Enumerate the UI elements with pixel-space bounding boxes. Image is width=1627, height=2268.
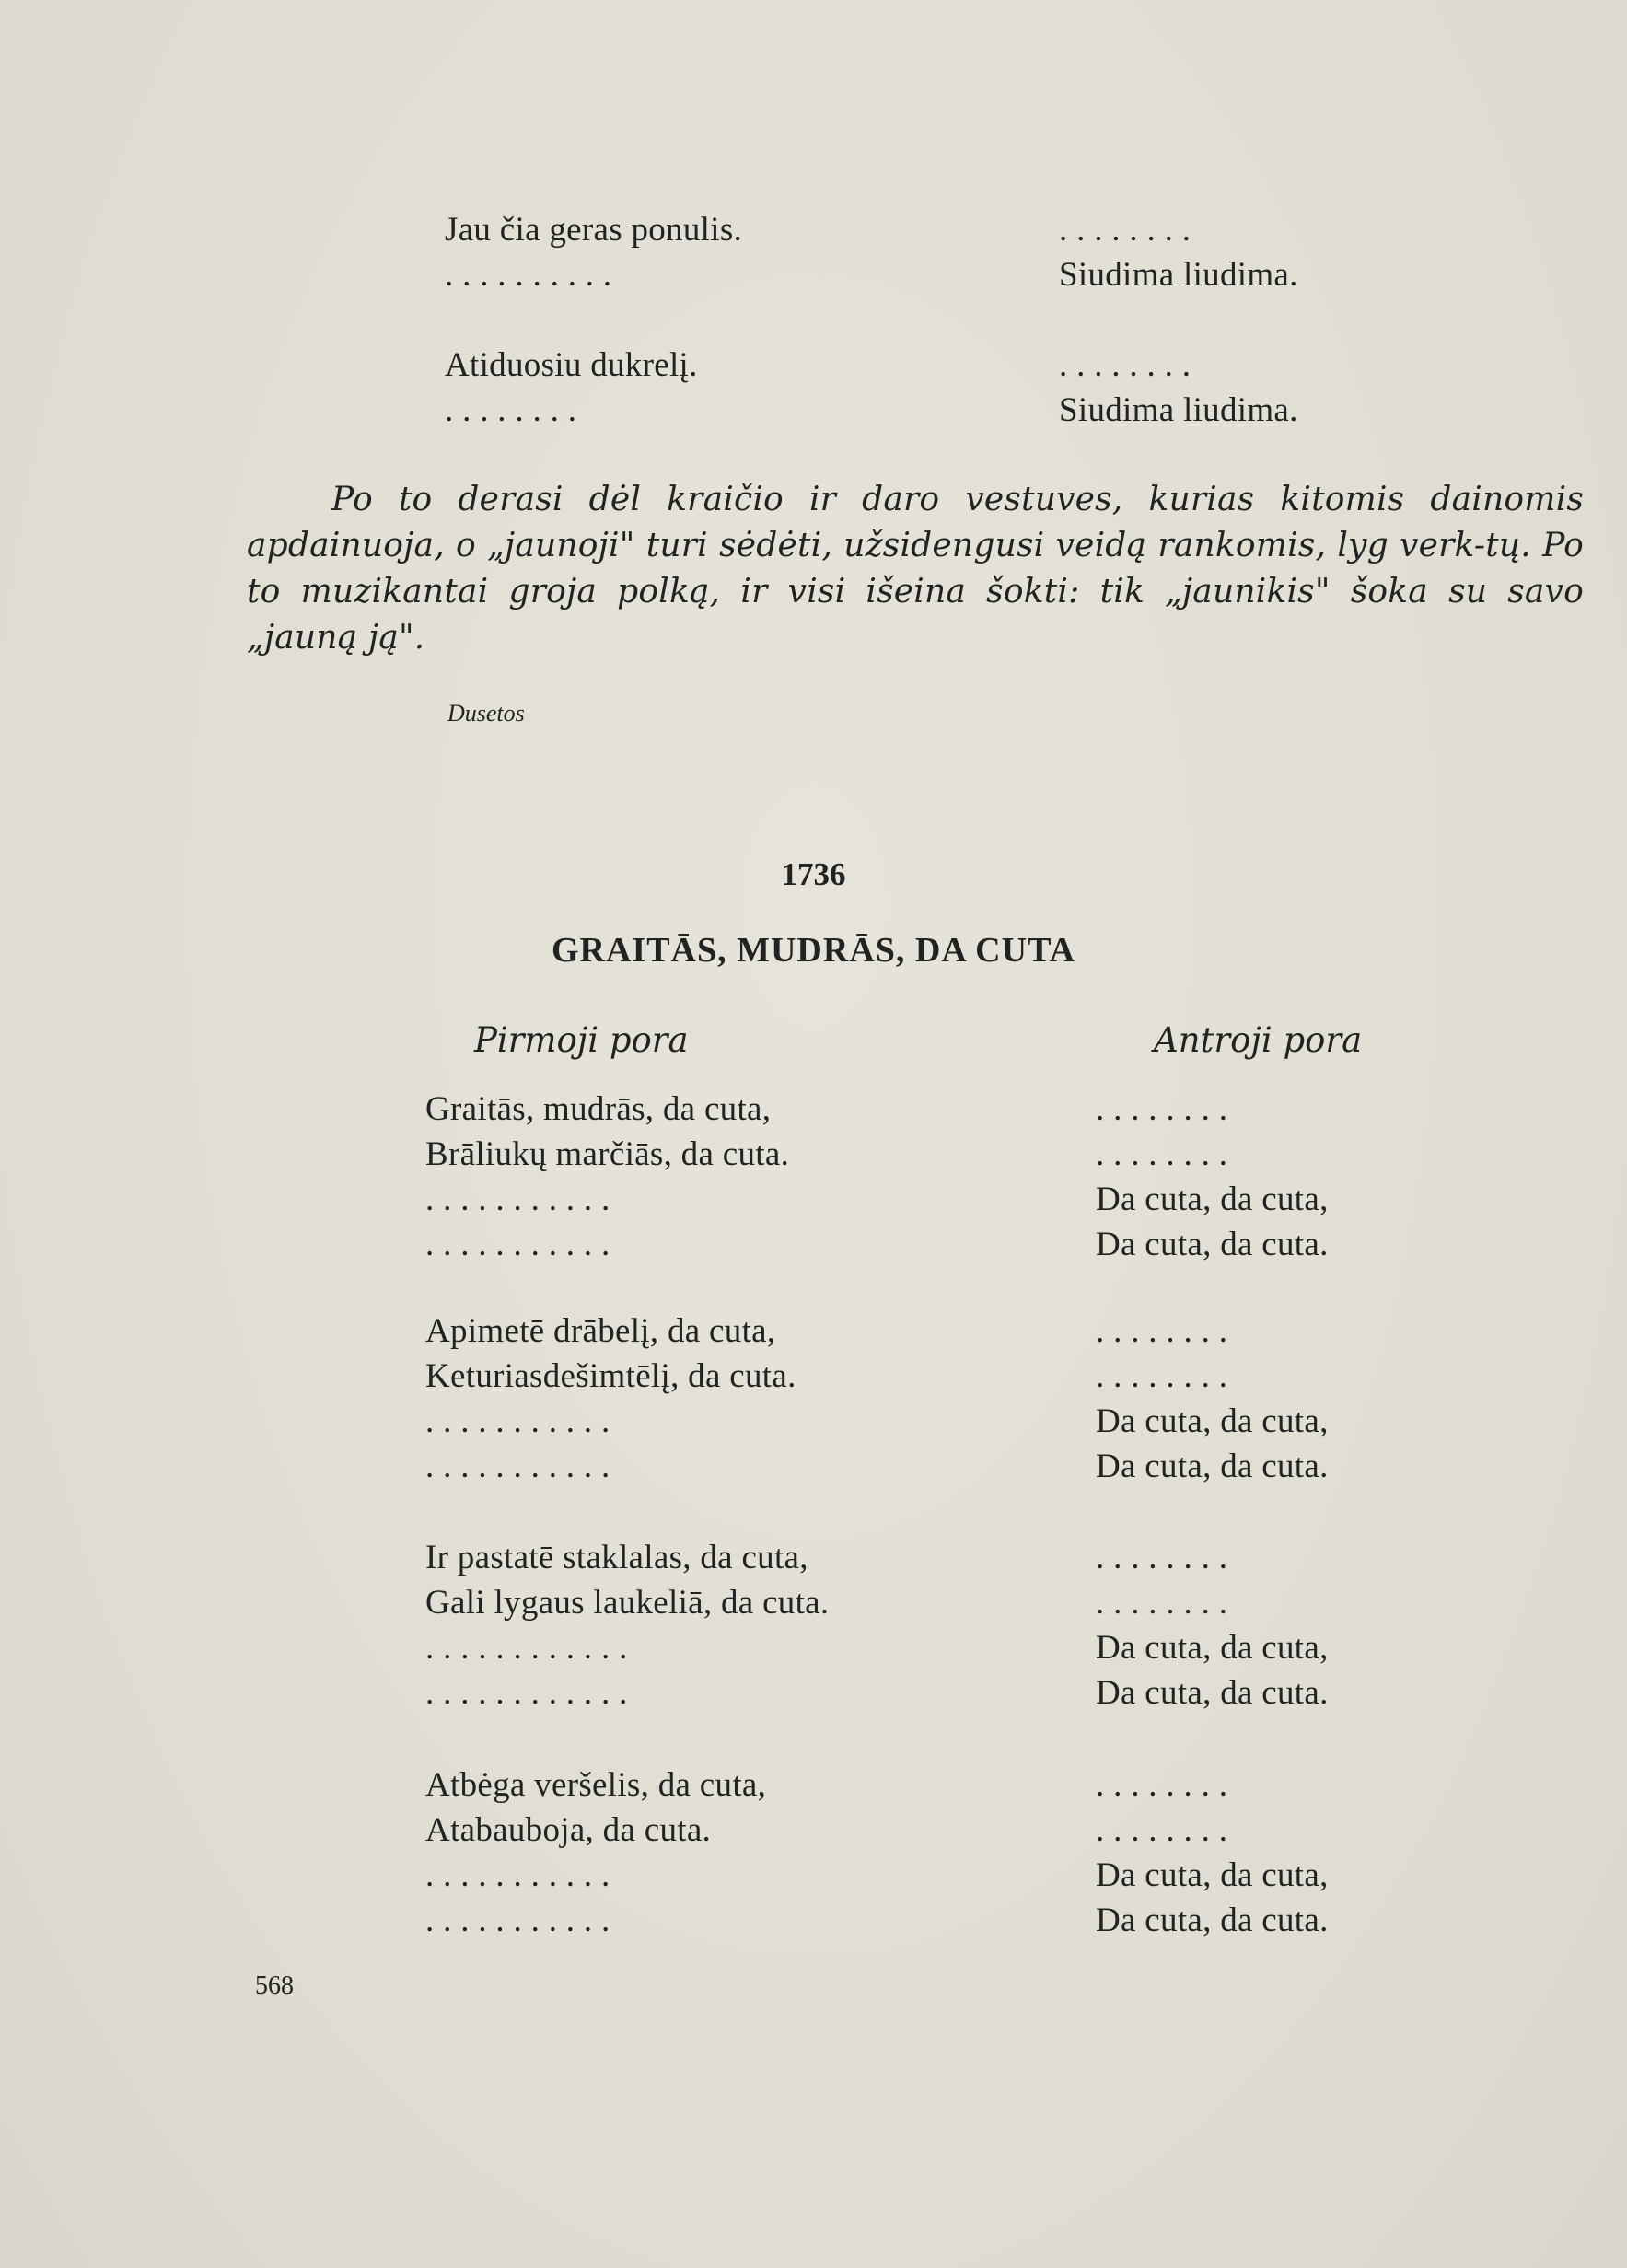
song-line-left: . . . . . . . . . . . [425,1226,610,1263]
song-line-left: Gali lygaus laukeliā, da cuta. [425,1584,830,1622]
song-line-left: . . . . . . . . . . . . [425,1674,628,1712]
song-line-left: Keturiasdešimtēlį, da cuta. [425,1357,796,1395]
verse-line: Jau čia geras ponulis. [445,211,743,249]
verse-line-dots: . . . . . . . . [1059,346,1191,384]
song-line-right: Da cuta, da cuta, [1096,1629,1329,1667]
song-title: GRAITĀS, MUDRĀS, DA CUTA [551,931,1076,970]
song-line-right: Da cuta, da cuta, [1096,1856,1329,1894]
song-line-right: . . . . . . . . [1096,1539,1228,1576]
song-line-left: . . . . . . . . . . . [425,1856,610,1894]
song-line-right: Da cuta, da cuta. [1096,1448,1329,1485]
song-line-left: . . . . . . . . . . . [425,1402,610,1440]
song-line-right: . . . . . . . . [1096,1135,1228,1173]
column-heading-right: Antroji pora [1154,1020,1363,1060]
song-line-right: . . . . . . . . [1096,1811,1228,1849]
song-line-right: . . . . . . . . [1096,1312,1228,1350]
song-line-right: Da cuta, da cuta, [1096,1181,1329,1218]
verse-line-dots: . . . . . . . . [445,391,577,429]
place-name: Dusetos [447,700,525,727]
page-number: 568 [255,1971,294,2000]
song-line-right: . . . . . . . . [1096,1766,1228,1804]
song-line-right: Da cuta, da cuta. [1096,1674,1329,1712]
song-line-left: . . . . . . . . . . . [425,1181,610,1218]
song-line-right: . . . . . . . . [1096,1584,1228,1622]
song-line-right: . . . . . . . . [1096,1357,1228,1395]
song-line-left: Graitās, mudrās, da cuta, [425,1090,772,1128]
song-line-right: Da cuta, da cuta, [1096,1402,1329,1440]
prose-paragraph: Po to derasi dėl kraičio ir daro vestuves, kurias kitomis dainomis apdainuoja, o „jaunoji" turi sėdėti, užsidengusi veidą rankomis, lyg verk-tų. Po to muzikantai groja polką, ir visi išeina šokti: tik „jaunikis" šoka su savo „jauną ją". [247,481,1584,657]
column-heading-left: Pirmoji pora [474,1020,689,1060]
song-line-right: Da cuta, da cuta. [1096,1226,1329,1263]
verse-line-dots: . . . . . . . . . . [445,256,612,294]
song-line-left: Atbėga veršelis, da cuta, [425,1766,767,1804]
song-line-left: . . . . . . . . . . . [425,1902,610,1939]
song-line-left: . . . . . . . . . . . . [425,1629,628,1667]
song-line-left: Brāliukų marčiās, da cuta. [425,1135,790,1173]
song-line-right: Da cuta, da cuta. [1096,1902,1329,1939]
song-line-left: Apimetē drābelį, da cuta, [425,1312,776,1350]
song-line-left: Ir pastatē staklalas, da cuta, [425,1539,808,1576]
verse-line: Siudima liudima. [1059,391,1298,429]
verse-line: Siudima liudima. [1059,256,1298,294]
verse-line-dots: . . . . . . . . [1059,211,1191,249]
verse-line: Atiduosiu dukrelį. [445,346,698,384]
song-line-right: . . . . . . . . [1096,1090,1228,1128]
song-line-left: . . . . . . . . . . . [425,1448,610,1485]
song-line-left: Atabauboja, da cuta. [425,1811,712,1849]
song-number: 1736 [781,856,846,892]
